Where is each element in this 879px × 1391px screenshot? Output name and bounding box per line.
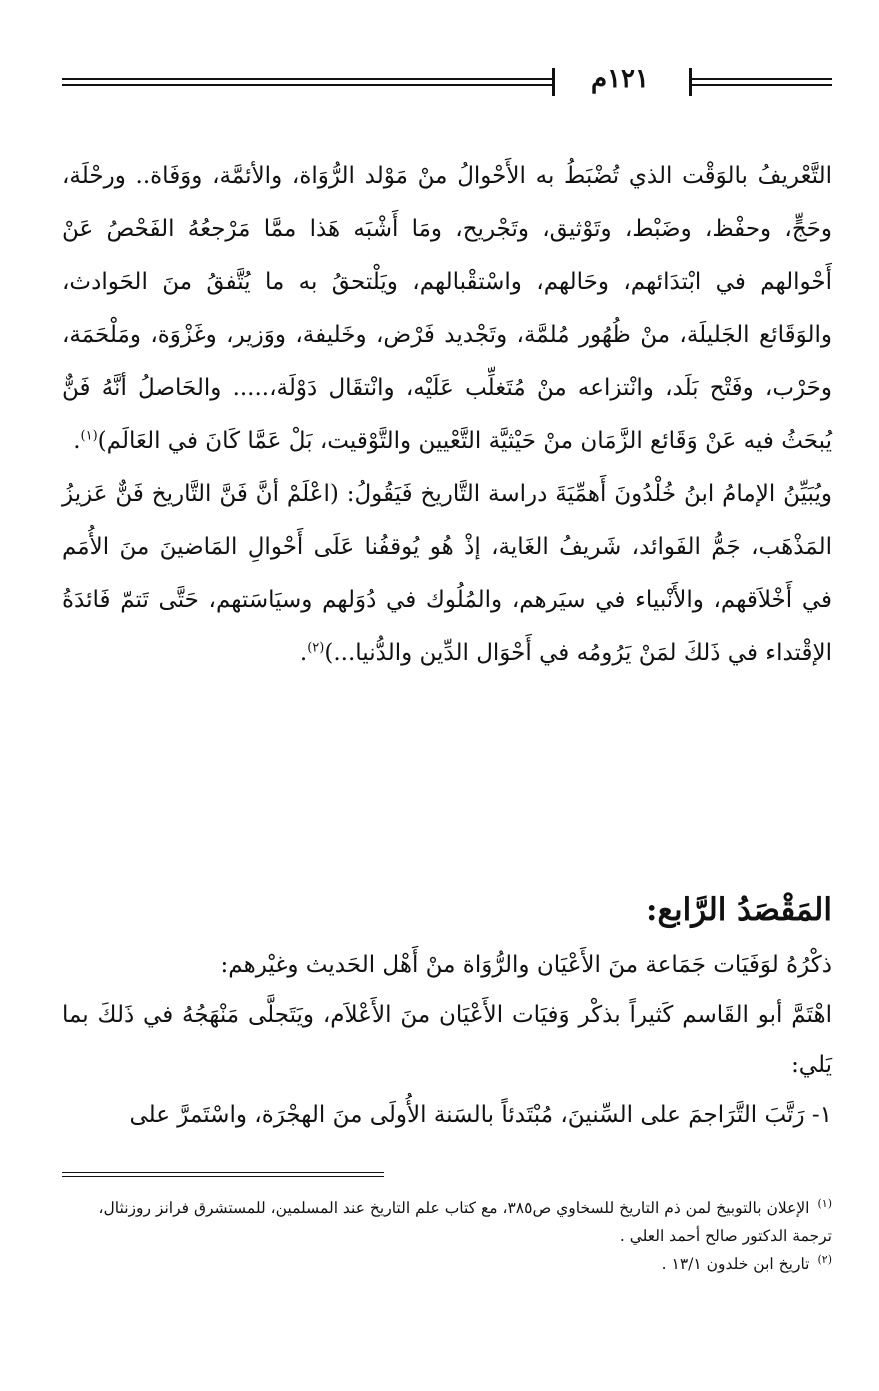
footnote-ref-1[interactable]: (١) — [80, 428, 98, 444]
page-header — [62, 62, 832, 102]
section-subtitle: ذكْرُهُ لوَفَيَات جَمَاعة منَ الأَعْيَان والرُّوَاة منْ أَهْل الحَديث وغيْرهم: — [220, 952, 832, 978]
footnote-1-text: الإعلان بالتوبيخ لمن ذم التاريخ للسخاوي ص٣٨٥، مع كتاب علم التاريخ عند المسلمين، للمستشرق فرانز روزنثال، ترجمة الدكتور صالح أحمد العلي . — [98, 1199, 832, 1245]
book-page — [62, 62, 832, 1362]
section-heading: المَقْصَدُ الرَّابع: — [646, 892, 832, 928]
paragraph-ibn-khaldun-text: ويُبَيِّنُ الإمامُ ابنُ خُلْدُونَ أَهمِّيَةَ دراسة التَّاريخ فَيَقُولُ: (اعْلَمْ أنَّ فَنَّ التَّاريخ فَنٌّ عَزيزُ المَذْهَب، جَمُّ الفَوائد، شَريفُ الغَاية، إذْ هُو يُوقفُنا عَلَى أَحْوالِ المَاضينَ منَ الأُمَم في أَخْلاَقهم، والأَنْبياء في سيَرهم، والمُلُوك في دُوَلهم وسيَاسَتهم، حَتَّى تَتمّ فَائدَةُ الإقْتداء في ذَلكَ لمَنْ يَرُومُه في أَحْوَال الدِّين والدُّنيا...) — [62, 481, 832, 666]
footnote-2 — [62, 1250, 832, 1278]
footnote-2-number: (٢) — [817, 1252, 832, 1266]
header-divider-right — [689, 68, 692, 96]
header-rule-right — [692, 78, 832, 86]
section-body — [62, 940, 832, 1140]
header-divider-left — [552, 68, 555, 96]
page-number: ١٢١م — [590, 64, 649, 94]
header-rule-left — [62, 78, 552, 86]
footnote-separator — [62, 1172, 384, 1177]
paragraph-definition-text: التَّعْريفُ بالوَقْت الذي تُضْبَطُ به الأَحْوالُ منْ مَوْلد الرُّوَاة، والأئمَّة، ووَفَاة.. ورحْلَة، وحَجٍّ، وحفْظ، وضَبْط، وتَوْثيق، وتَجْريح، ومَا أَشْبَه هَذا ممَّا مَرْجعُهُ الفَحْصُ عَنْ أَحْوالهم في ابْتدَائهم، وحَالهم، واسْتقْبالهم، ويَلْتحقُ به ما يُتَّفقُ منَ الحَوادث، والوَقَائع الجَليلَة، منْ ظُهُور مُلمَّة، وتَجْديد فَرْض، وخَليفة، ووَزير، وغَزْوَة، ومَلْحَمَة، وحَرْب، وفَتْح بَلَد، وانْتزاعه منْ مُتَغلِّب عَلَيْه، وانْتقَال دَوْلَة،..... والحَاصلُ أنَّهُ فَنٌّ يُبحَثُ فيه عَنْ وَقَائع الزَّمَان منْ حَيْثيَّة التَّعْيين والتَّوْقيت، بَلْ عَمَّا كَانَ في العَالَم) — [62, 163, 832, 454]
paragraph-definition: التَّعْريفُ بالوَقْت الذي تُضْبَطُ به الأَحْوالُ منْ مَوْلد الرُّوَاة، والأئمَّة، ووَفَاة.. ورحْلَة، وحَجٍّ، وحفْظ، وضَبْط، وتَوْثيق، وتَجْريح، ومَا أَشْبَه هَذا ممَّا مَرْجعُهُ الفَحْصُ عَنْ أَحْوالهم في ابْتدَائهم، وحَالهم، واسْتقْبالهم، ويَلْتحقُ به ما يُتَّفقُ منَ الحَوادث، والوَقَائع الجَليلَة، منْ ظُهُور مُلمَّة، وتَجْديد فَرْض، وخَليفة، ووَزير، وغَزْوَة، ومَلْحَمَة، وحَرْب، وفَتْح بَلَد، وانْتزاعه منْ مُتَغلِّب عَلَيْه، وانْتقَال دَوْلَة،..... والحَاصلُ أنَّهُ فَنٌّ يُبحَثُ فيه عَنْ وَقَائع الزَّمَان منْ حَيْثيَّة التَّعْيين والتَّوْقيت، بَلْ عَمَّا كَانَ في العَالَم)$^{(١)}$. — [62, 163, 832, 454]
footnote-1 — [62, 1194, 832, 1250]
section-intro: اهْتَمَّ أبو القَاسم كَثيراً بذكْر وَفيَات الأَعْيَان منَ الأَعْلاَم، ويَتَجلَّى مَنْهَجُهُ في ذَلكَ بما يَلي: — [62, 1002, 832, 1078]
main-text — [62, 150, 832, 680]
footnotes — [62, 1194, 832, 1278]
footnote-ref-2[interactable]: (٢) — [307, 640, 325, 656]
section-item-1: ١- رَتَّبَ التَّرَاجمَ على السِّنينَ، مُبْتَدئاً بالسَنة الأُولَى منَ الهجْرَة، واسْتَمرَّ على — [129, 1102, 832, 1128]
footnote-1-number: (١) — [817, 1196, 832, 1210]
footnote-2-text: تاريخ ابن خلدون ١٣/١ . — [661, 1255, 810, 1273]
paragraph-ibn-khaldun: ويُبَيِّنُ الإمامُ ابنُ خُلْدُونَ أَهمِّيَةَ دراسة التَّاريخ فَيَقُولُ: (اعْلَمْ أنَّ فَنَّ التَّاريخ فَنٌّ عَزيزُ المَذْهَب، جَمُّ الفَوائد، شَريفُ الغَاية، إذْ هُو يُوقفُنا عَلَى أَحْوالِ المَاضينَ منَ الأُمَم في أَخْلاَقهم، والأَنْبياء في سيَرهم، والمُلُوك في دُوَلهم وسيَاسَتهم، حَتَّى تَتمّ فَائدَةُ الإقْتداء في ذَلكَ لمَنْ يَرُومُه في أَحْوَال الدِّين والدُّنيا...)$^{(٢)}$. — [62, 481, 832, 666]
